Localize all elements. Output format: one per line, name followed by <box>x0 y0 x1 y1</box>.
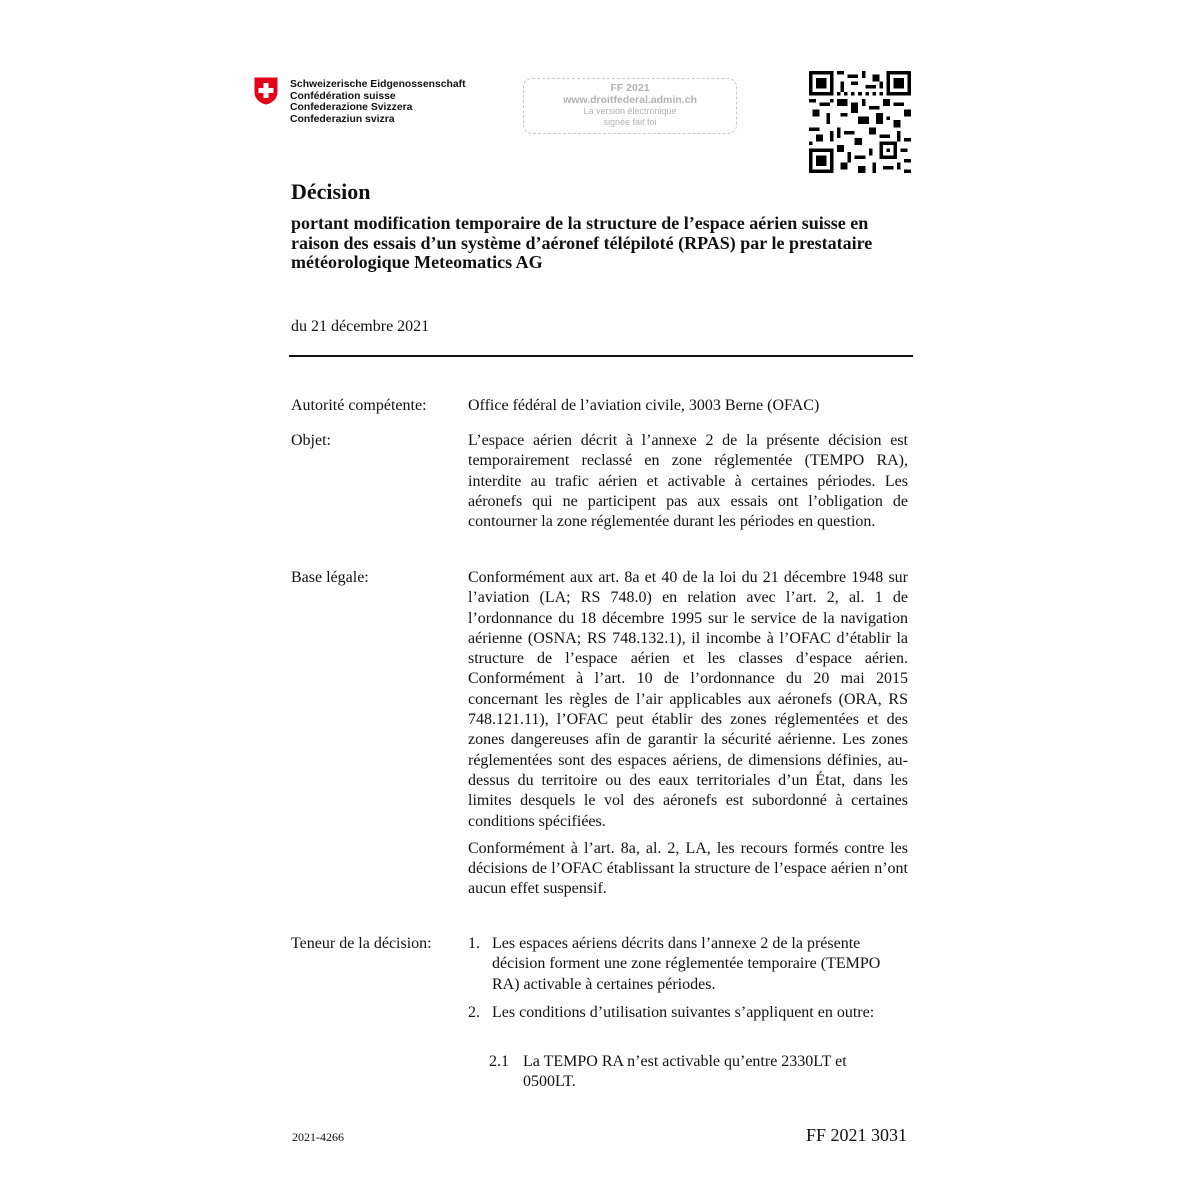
stamp-note-1: La version électronique <box>583 106 677 116</box>
text-objet: L’espace aérien décrit à l’annexe 2 de la présente décision est temporairement reclassé en zone réglementée (TEMPO RA), interdite au trafic aérien et activable à certaines périodes. Les aéronefs qui ne participent pas aux essais ont l’obligation de contourner la zone réglementée durant les périodes en question. <box>468 432 908 531</box>
stamp-ff-label: FF 2021 <box>610 82 650 94</box>
document-title: Décision <box>291 179 371 204</box>
base-legale-paragraph-2: Conformément à l’art. 8a, al. 2, LA, les recours formés contre les décisions de l’OFAC établissant la structure de l’espace aérien n’ont aucun effet suspensif. <box>468 839 908 898</box>
sub-item-text: La TEMPO RA n’est activable qu’entre 2330LT et 0500LT. <box>523 1053 847 1091</box>
label-base-legale: Base légale: <box>291 569 369 586</box>
stamp-note-2: signée fait foi <box>603 117 657 127</box>
label-autorite: Autorité compétente: <box>291 397 427 414</box>
electronic-version-stamp <box>523 78 737 134</box>
federation-line-de: Schweizerische Eidgenossenschaft <box>290 79 466 90</box>
list-item-number: 2. <box>468 1003 480 1021</box>
federation-line-rm: Confederaziun svizra <box>290 113 395 125</box>
swiss-flag-icon <box>254 77 278 105</box>
list-item-number: 1. <box>468 935 480 952</box>
document-subtitle: portant modification temporaire de la structure de l’espace aérien suisse en raison des essais d’un système d’aéronef télépiloté (RPAS) par le prestataire météorologique Meteomatics AG <box>291 213 873 272</box>
text-autorite: Office fédéral de l’aviation civile, 3003 Berne (OFAC) <box>468 397 820 414</box>
document-reference-number: 2021-4266 <box>292 1130 344 1144</box>
qr-code-icon <box>809 71 911 173</box>
sub-list-item <box>489 1052 899 1093</box>
sub-item-number: 2.1 <box>489 1053 509 1070</box>
label-teneur: Teneur de la décision: <box>291 935 432 952</box>
document-date: du 21 décembre 2021 <box>291 318 430 335</box>
list-item <box>468 934 908 995</box>
federation-name-block <box>290 79 466 125</box>
base-legale-paragraph-1: Conformément aux art. 8a et 40 de la loi du 21 décembre 1948 sur l’aviation (LA; RS 748.0) en relation avec l’art. 2, al. 1 de l’ordonnance du 18 décembre 1995 sur le service de la navigation aérienne (OSNA; RS 748.132.1), il incombe à l’OFAC d’établir la structure de l’espace aérien et les classes d’espace aérien. Conformément à l’art. 10 de l’ordonnance du 20 mai 2015 concernant les règles de l’air applicables aux aéronefs (ORA, RS 748.121.11), l’OFAC peut établir des zones réglementées et des zones dangereuses afin de garantir la sécurité aérienne. Les zones réglementées sont des espaces aériens, de dimensions définies, au-dessus du territoire ou des eaux territoriales d’un État, dans les limites desquels le vol des aéronefs est subordonné à certaines conditions spécifiées. <box>468 569 908 830</box>
list-item-text: Les conditions d’utilisation suivantes s’appliquent en outre: <box>492 1003 875 1021</box>
label-objet: Objet: <box>291 432 331 449</box>
page-reference: FF 2021 3031 <box>806 1125 908 1145</box>
list-item <box>468 1003 908 1023</box>
text-base-legale <box>468 568 908 900</box>
federation-line-fr: Confédération suisse <box>290 90 396 102</box>
title-divider <box>289 355 913 357</box>
stamp-url: www.droitfederal.admin.ch <box>563 94 697 106</box>
list-item-text: Les espaces aériens décrits dans l’annexe 2 de la présente décision forment une zone réglementée temporaire (TEMPO RA) activable à certaines périodes. <box>492 935 881 993</box>
federation-line-it: Confederazione Svizzera <box>290 102 413 114</box>
teneur-list <box>468 934 908 1031</box>
